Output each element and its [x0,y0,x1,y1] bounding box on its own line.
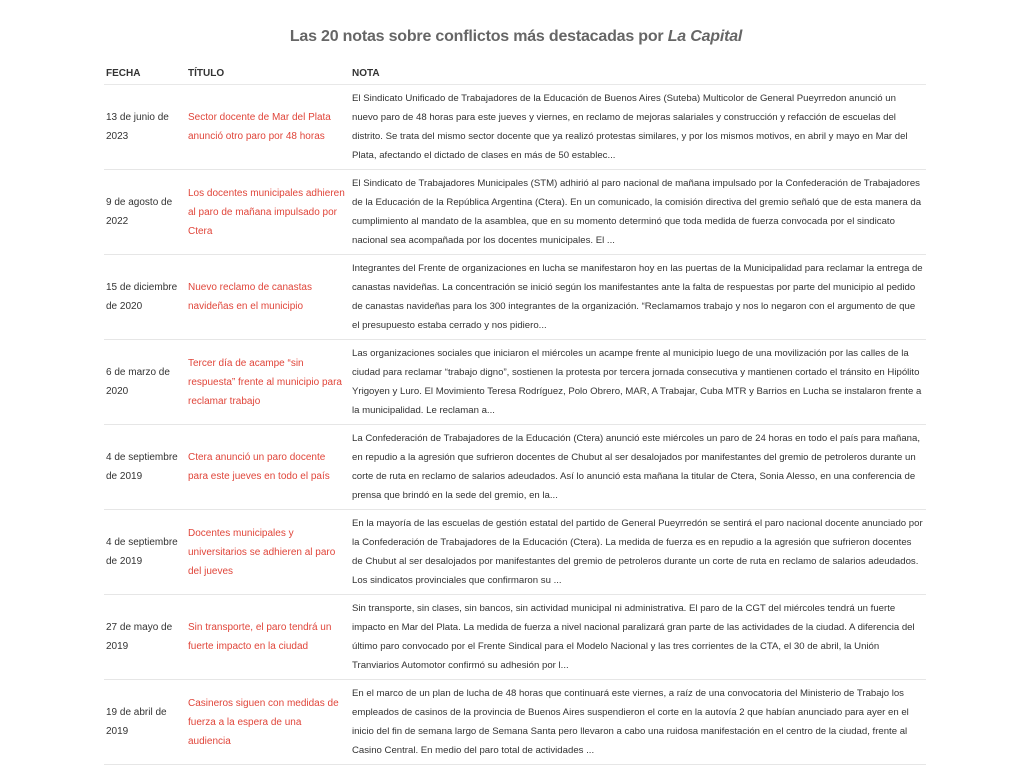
note-text: El Sindicato Unificado de Trabajadores de la Educación de Buenos Aires (Suteba) Multicolor de General Pueyrredon anunció un nuevo paro de 48 horas para este jueves y viernes, en reclamo de mejoras salariales y construcción y refacción de escuelas del distrito. Se trata del mismo sector docente que ya realizó protestas similares, y por los mismos motivos, en abril y mayo en Mar del Plata, afectando el dictado de clases en más de 50 establec... [352,93,908,161]
note-cell [350,85,926,170]
table-row [104,595,926,680]
article-title-link[interactable]: Tercer día de acampe “sin respuesta” frente al municipio para reclamar trabajo [188,357,342,407]
article-title-link[interactable]: Nuevo reclamo de canastas navideñas en el municipio [188,282,312,312]
date-cell: 9 de agosto de 2022 [106,197,173,227]
note-cell [350,510,926,595]
note-text: Sin transporte, sin clases, sin bancos, sin actividad municipal ni administrativa. El paro de la CGT del miércoles tendrá un fuerte impacto en Mar del Plata. La medida de fuerza a nivel nacional paralizará gran parte de las actividades de la ciudad. A diferencia del último paro convocado por el Frente Sindical para el Modelo Nacional y las tres corrientes de la CTA, el 30 de abril, la Unión Tranviarios Automotor confirmó su adhesión por l... [352,603,915,671]
table-row [104,340,926,425]
column-header-titulo: TÍTULO [186,62,350,85]
table-row [104,680,926,765]
note-text: La Confederación de Trabajadores de la Educación (Ctera) anunció este miércoles un paro de 24 horas en todo el país para mañana, en repudio a la agresión que sufrieron docentes de Chubut al ser desalojados por manifestantes del gremio de petroleros durante un corte de ruta en reclamo de salarios adeudados. Así lo anunció esta mañana la titular de Ctera, Sonia Alesso, en una conferencia de prensa que brindó en la sede del gremio, en la... [352,433,920,501]
title-cell [186,425,350,510]
article-title-link[interactable]: Los docentes municipales adhieren al paro de mañana impulsado por Ctera [188,187,345,237]
table-header-row [104,62,926,85]
title-cell [186,340,350,425]
title-cell [186,170,350,255]
note-cell [350,425,926,510]
article-title-link[interactable]: Casineros siguen con medidas de fuerza a la espera de una audiencia [188,697,339,747]
column-header-nota: NOTA [350,62,926,85]
note-text: En el marco de un plan de lucha de 48 horas que continuará este viernes, a raíz de una convocatoria del Ministerio de Trabajo los empleados de casinos de la provincia de Buenos Aires suspendieron el corte en la autovía 2 que habían anunciado para ayer en el inicio del fin de semana largo de Semana Santa pero llevaron a cabo una ruidosa manifestación en el centro de la ciudad, frente al Casino Central. En medio del paro total de actividades ... [352,688,909,756]
article-title-link[interactable]: Docentes municipales y universitarios se adhieren al paro del jueves [188,527,336,577]
table-row [104,255,926,340]
date-cell: 4 de septiembre de 2019 [106,537,178,567]
notes-table [104,62,926,765]
title-source: La Capital [667,28,743,45]
title-cell [186,595,350,680]
title-cell [186,510,350,595]
article-title-link[interactable]: Sin transporte, el paro tendrá un fuerte impacto en la ciudad [188,622,332,652]
note-cell [350,255,926,340]
date-cell: 4 de septiembre de 2019 [106,452,178,482]
title-cell [186,85,350,170]
note-cell [350,680,926,765]
article-title-link[interactable]: Ctera anunció un paro docente para este jueves en todo el país [188,452,330,482]
note-text: Integrantes del Frente de organizaciones en lucha se manifestaron hoy en las puertas de la Municipalidad para reclamar la entrega de canastas navideñas. La concentración se inició según los manifestantes ante la falta de respuestas por parte del municipio al pedido de canastas navideñas para los 300 integrantes de la organización. “Reclamamos trabajo y nos lo negaron con el argumento de que el presupuesto estaba cerrado y nos pidiero... [352,263,923,331]
note-cell [350,340,926,425]
date-cell: 13 de junio de 2023 [106,112,169,142]
date-cell: 6 de marzo de 2020 [106,367,170,397]
table-row [104,85,926,170]
table-row [104,425,926,510]
title-main: Las 20 notas sobre conflictos más destacadas por [289,28,664,45]
date-cell: 27 de mayo de 2019 [106,622,173,652]
date-cell: 19 de abril de 2019 [106,707,167,737]
note-text: En la mayoría de las escuelas de gestión estatal del partido de General Pueyrredón se sentirá el paro nacional docente anunciado por la Confederación de Trabajadores de la Educación (Ctera). La medida de fuerza es en repudio a la agresión que sufrieron docentes de Chubut al ser desalojados por manifestantes del gremio de petroleros durante un corte de ruta en reclamo de salarios adeudados. Los sindicatos provinciales que confirmaron su ... [352,518,923,586]
note-text: Las organizaciones sociales que iniciaron el miércoles un acampe frente al municipio luego de una movilización por las calles de la ciudad para reclamar “trabajo digno”, sostienen la protesta por tercera jornada consecutiva y mantienen cortado el tránsito en Hipólito Yrigoyen y Luro. El Movimiento Teresa Rodríguez, Polo Obrero, MAR, A Trabajar, Cuba MTR y Barrios en Lucha se instalaron frente a la municipalidad. Le reclaman a... [352,348,922,416]
title-cell [186,680,350,765]
page-title [0,28,1024,46]
article-title-link[interactable]: Sector docente de Mar del Plata anunció otro paro por 48 horas [188,112,331,142]
column-header-fecha: FECHA [104,62,186,85]
note-cell [350,595,926,680]
note-text: El Sindicato de Trabajadores Municipales (STM) adhirió al paro nacional de mañana impulsado por la Confederación de Trabajadores de la Educación de la República Argentina (Ctera). En un comunicado, la comisión directiva del gremio señaló que de esta manera da cumplimiento al mandato de la asamblea, que en su momento determinó que toda medida de fuerza convocada por el sindicato nacional sea acompañada por los docentes municipales. El ... [352,178,922,246]
title-cell [186,255,350,340]
date-cell: 15 de diciembre de 2020 [106,282,178,312]
table-row [104,170,926,255]
table-row [104,510,926,595]
note-cell [350,170,926,255]
